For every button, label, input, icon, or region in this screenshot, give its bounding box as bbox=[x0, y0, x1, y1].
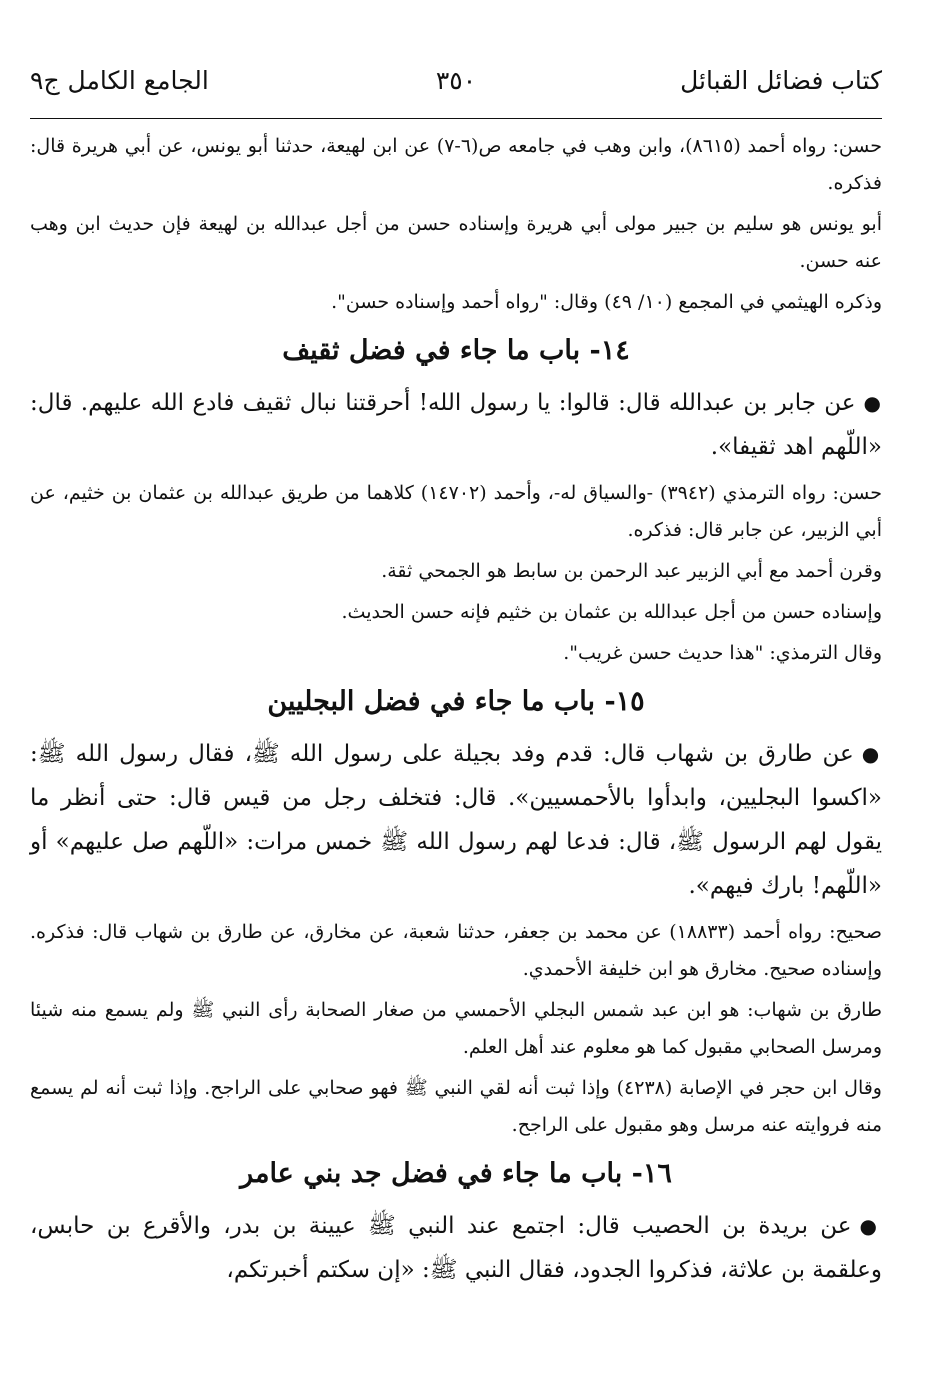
bullet-icon: ● bbox=[861, 742, 882, 766]
hadith-body: عن جابر بن عبدالله قال: قالوا: يا رسول الله! أحرقتنا نبال ثقيف فادع الله عليهم. قال: «اللّهم اهد ثقيفا». bbox=[30, 390, 882, 460]
bullet-icon: ● bbox=[863, 391, 883, 415]
page-number: ٣٥٠ bbox=[435, 66, 477, 95]
chapter-heading: ١٤- باب ما جاء في فضل ثقيف bbox=[282, 335, 630, 366]
note-paragraph: وقال الترمذي: "هذا حديث حسن غريب". bbox=[563, 642, 882, 664]
header-rule bbox=[30, 118, 882, 119]
page-body bbox=[30, 128, 882, 1298]
volume-label: الجامع الكامل ج٩ bbox=[30, 66, 209, 95]
hadith-body: عن طارق بن شهاب قال: قدم وفد بجيلة على رسول الله ﷺ، فقال رسول الله ﷺ: «اكسوا البجليين، وابدأوا بالأحمسيين». قال: فتخلف رجل من قيس قال: حتى أنظر ما يقول لهم الرسول ﷺ، قال: فدعا لهم رسول الله ﷺ خمس مرات: «اللّهم صل عليهم» أو «اللّهم! بارك فيهم». bbox=[30, 741, 882, 899]
hadith-body: عن بريدة بن الحصيب قال: اجتمع عند النبي ﷺ عيينة بن بدر، والأقرع بن حابس، وعلقمة بن علاثة، فذكروا الجدود، فقال النبي ﷺ: «إن سكتم أخبرتكم، bbox=[30, 1213, 882, 1283]
note-paragraph: صحيح: رواه أحمد (١٨٨٣٣) عن محمد بن جعفر، حدثنا شعبة، عن مخارق، عن طارق بن شهاب قال: فذكره. وإسناده صحيح. مخارق هو ابن خليفة الأحمدي. bbox=[30, 921, 882, 980]
note-paragraph: حسن: رواه أحمد (٨٦١٥)، وابن وهب في جامعه ص(٦-٧) عن ابن لهيعة، حدثنا أبو يونس، عن أبي هريرة قال: فذكره. bbox=[30, 135, 882, 194]
note-paragraph: وذكره الهيثمي في المجمع (١٠/ ٤٩) وقال: "رواه أحمد وإسناده حسن". bbox=[331, 291, 882, 313]
page-header bbox=[30, 58, 882, 110]
note-paragraph: حسن: رواه الترمذي (٣٩٤٢) -والسياق له-، وأحمد (١٤٧٠٢) كلاهما من طريق عبدالله بن عثمان بن خثيم، عن أبي الزبير، عن جابر قال: فذكره. bbox=[30, 482, 882, 541]
note-paragraph: وقال ابن حجر في الإصابة (٤٢٣٨) وإذا ثبت أنه لقي النبي ﷺ فهو صحابي على الراجح. وإذا ثبت أنه لم يسمع منه فروايته عنه مرسل وهو مقبول على الراجح. bbox=[30, 1077, 882, 1136]
bullet-icon: ● bbox=[859, 1214, 882, 1238]
chapter-heading: ١٥- باب ما جاء في فضل البجليين bbox=[267, 686, 645, 717]
book-title: كتاب فضائل القبائل bbox=[680, 66, 882, 95]
chapter-heading: ١٦- باب ما جاء في فضل جد بني عامر bbox=[240, 1158, 672, 1189]
note-paragraph: طارق بن شهاب: هو ابن عبد شمس البجلي الأحمسي من صغار الصحابة رأى النبي ﷺ ولم يسمع منه شيئا ومرسل الصحابي مقبول كما هو معلوم عند أهل العلم. bbox=[30, 999, 882, 1058]
hadith-text bbox=[30, 381, 882, 469]
hadith-text bbox=[30, 1204, 882, 1292]
note-paragraph: وإسناده حسن من أجل عبدالله بن عثمان بن خثيم فإنه حسن الحديث. bbox=[341, 601, 882, 623]
hadith-text bbox=[30, 732, 882, 908]
note-paragraph: أبو يونس هو سليم بن جبير مولى أبي هريرة وإسناده حسن من أجل عبدالله بن لهيعة فإن حديث ابن وهب عنه حسن. bbox=[30, 213, 882, 272]
note-paragraph: وقرن أحمد مع أبي الزبير عبد الرحمن بن سابط هو الجمحي ثقة. bbox=[381, 560, 882, 582]
